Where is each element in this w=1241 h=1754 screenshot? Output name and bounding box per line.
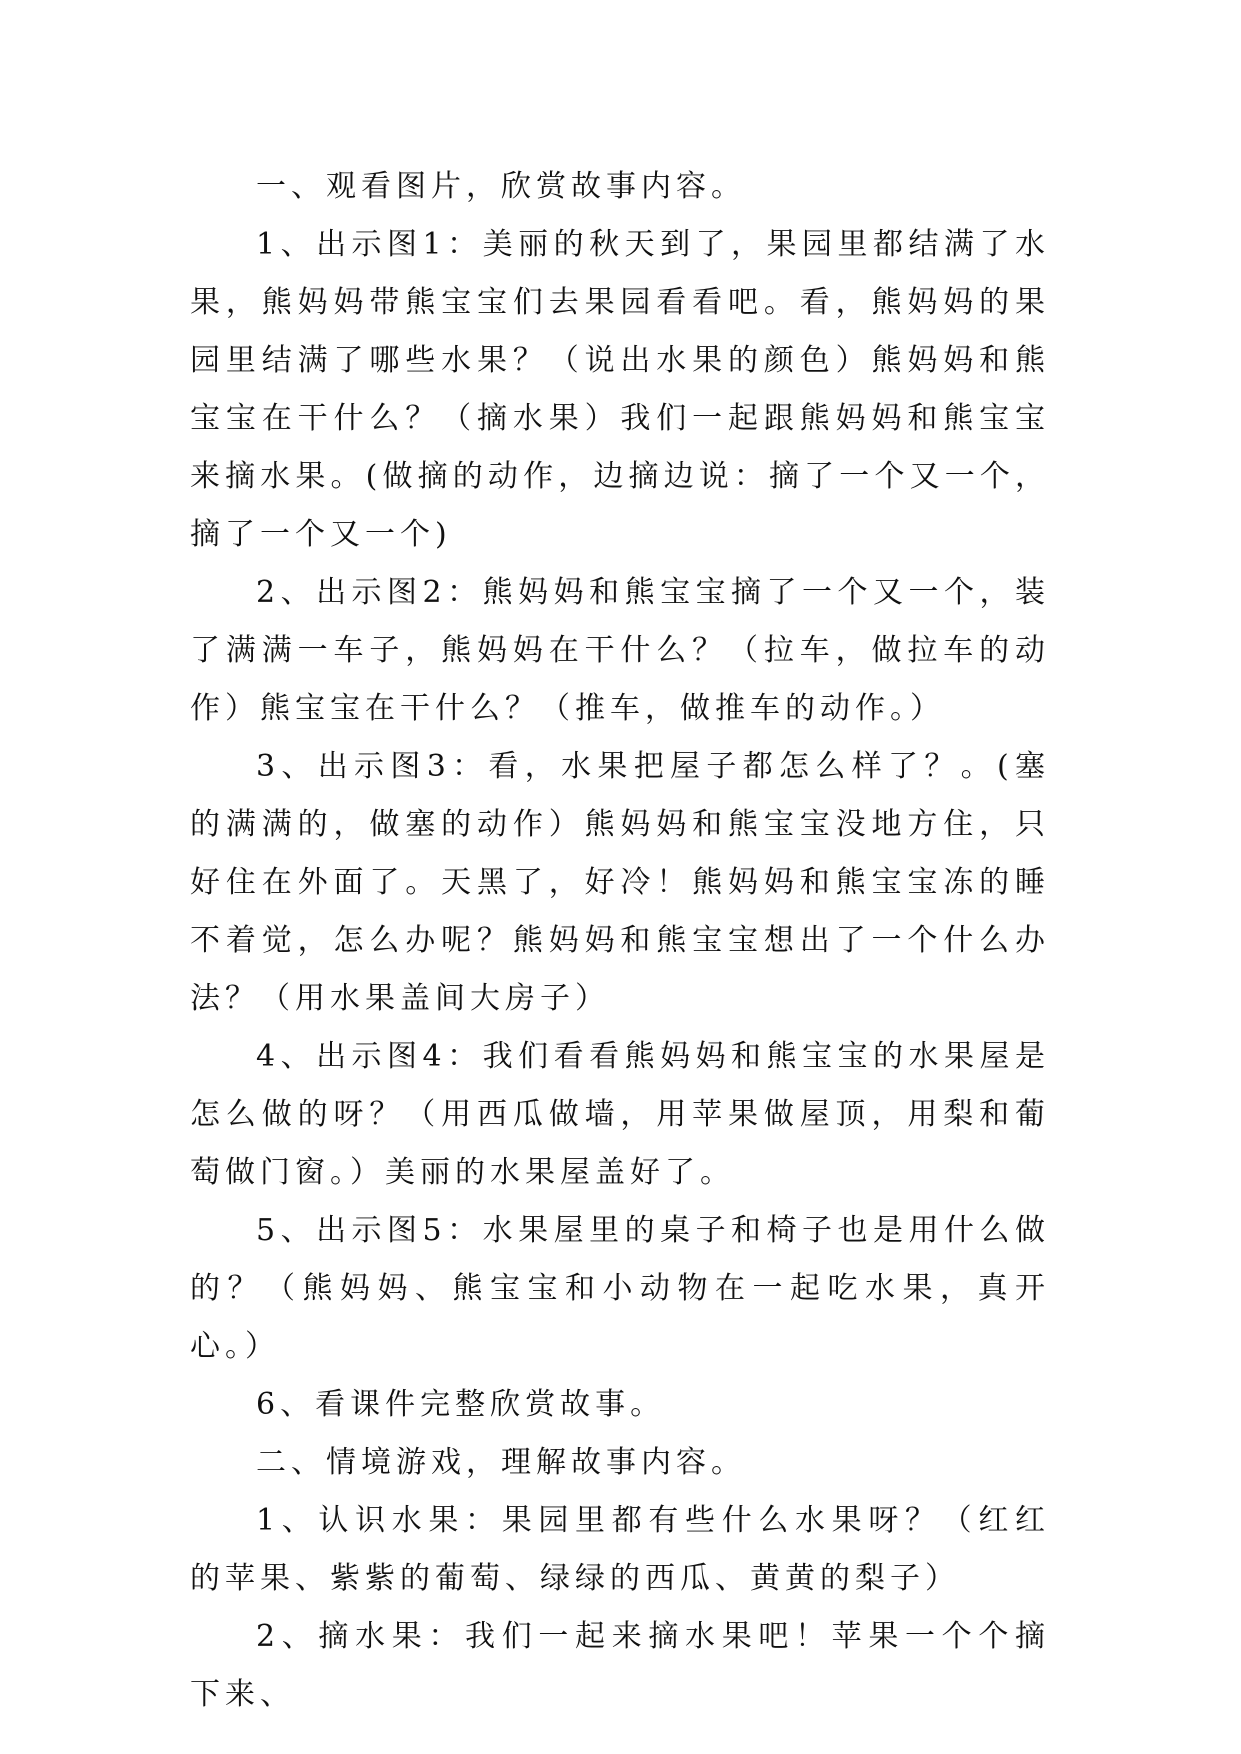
paragraph-game-step-1: 1、认识水果：果园里都有些什么水果呀？（红红的苹果、紫紫的葡萄、绿绿的西瓜、黄黄的梨子）: [190, 1503, 1050, 1596]
paragraph-step-3: 3、出示图3：看，水果把屋子都怎么样了？。(塞的满满的，做塞的动作）熊妈妈和熊宝宝没地方住，只好住在外面了。天黑了，好冷！熊妈妈和熊宝宝冻的睡不着觉，怎么办呢？熊妈妈和熊宝宝想出了一个什么办法？（用水果盖间大房子）: [190, 749, 1050, 1016]
paragraph-step-4: 4、出示图4：我们看看熊妈妈和熊宝宝的水果屋是怎么做的呀？（用西瓜做墙，用苹果做屋顶，用梨和葡萄做门窗。）美丽的水果屋盖好了。: [190, 1039, 1050, 1190]
document-body: [190, 158, 1050, 1724]
paragraph-step-1: 1、出示图1：美丽的秋天到了，果园里都结满了水果，熊妈妈带熊宝宝们去果园看看吧。看，熊妈妈的果园里结满了哪些水果？（说出水果的颜色）熊妈妈和熊宝宝在干什么？（摘水果）我们一起跟熊妈妈和熊宝宝来摘水果。(做摘的动作，边摘边说：摘了一个又一个，摘了一个又一个): [190, 227, 1050, 552]
section-heading-1: 一、观看图片，欣赏故事内容。: [256, 169, 746, 204]
paragraph-step-6: 6、看课件完整欣赏故事。: [256, 1387, 666, 1422]
paragraph-game-step-2: 2、摘水果：我们一起来摘水果吧！苹果一个个摘下来、: [190, 1619, 1050, 1712]
paragraph-step-5: 5、出示图5：水果屋里的桌子和椅子也是用什么做的？（熊妈妈、熊宝宝和小动物在一起吃水果，真开心。）: [190, 1213, 1050, 1364]
paragraph-step-2: 2、出示图2：熊妈妈和熊宝宝摘了一个又一个，装了满满一车子，熊妈妈在干什么？（拉车，做拉车的动作）熊宝宝在干什么？（推车，做推车的动作。）: [190, 575, 1050, 726]
section-heading-2: 二、情境游戏，理解故事内容。: [256, 1445, 746, 1480]
